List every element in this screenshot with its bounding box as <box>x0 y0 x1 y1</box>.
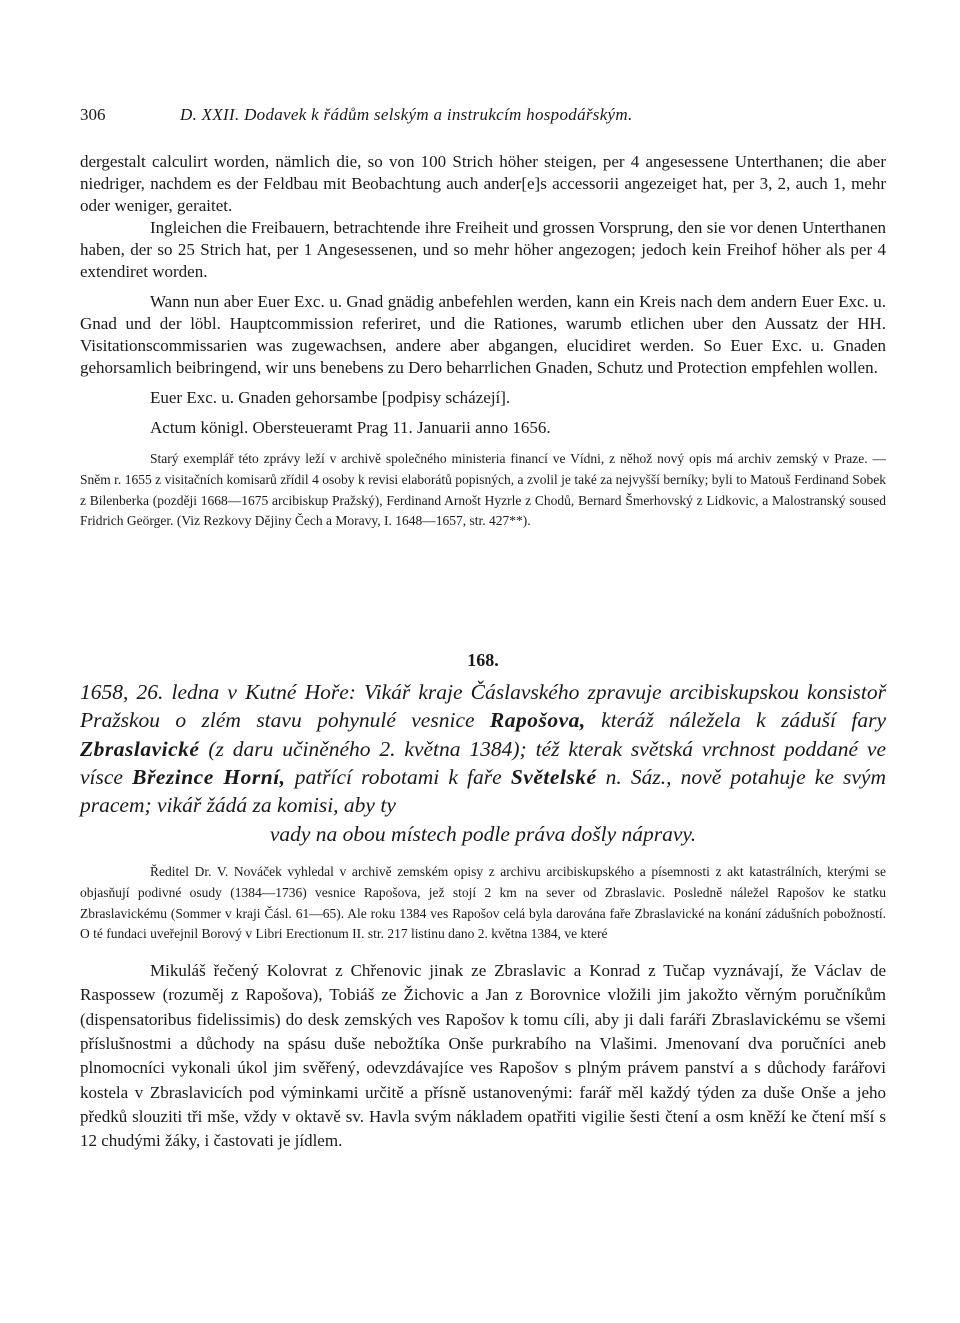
document-regest <box>80 678 886 848</box>
page-number: 306 <box>80 105 106 124</box>
regest-last-line: vady na obou místech podle práva došly nápravy. <box>269 821 697 846</box>
editorial-note: Starý exemplář této zprávy leží v archivě společného ministeria financí ve Vídni, z něhož nový opis má archiv zemský v Praze. — Sněm r. 1655 z visitačních komisarů zřídil 4 osoby k revisi elaborátů popisných, a zvolil je také za nejvyšší berníky; byli to Matouš Ferdinand Sobek z Bilenberka (později 1668—1675 arcibiskup Pražský), Ferdinand Arnošt Hyzrle z Chodů, Bernard Šmerhovský z Lidkovic, a Malostranský soused Fridrich Geörger. (Viz Rezkovy Dějiny Čech a Moravy, I. 1648—1657, str. 427**). <box>80 451 886 529</box>
regest-text: patřící robotami k faře <box>285 765 511 790</box>
editorial-note-2: Ředitel Dr. V. Nováček vyhledal v archivě zemském opisy z archivu arcibiskupského a písemnosti z akt katastrálních, kterými se objasňují podivné osudy (1384—1736) vesnice Rapošova, jež stojí 2 km na sever od Zbraslavic. Posledně náležel Rapošov ke statku Zbraslavickému (Sommer v kraji Čásl. 61—65). Ale roku 1384 ves Rapošov celá byla darována faře Zbraslavické na konání zádušních pobožností. O té fundaci uveřejnil Borový v Libri Erectionum II. str. 217 listinu dano 2. května 1384, ve které <box>80 863 886 942</box>
running-header <box>80 105 886 131</box>
paragraph-continuation: dergestalt calculirt worden, nämlich die, so von 100 Strich höher steigen, per 4 angesessene Unterthanen; die aber niedriger, nachdem es der Feldbau mit Beobachtung auch ander[e]s accessorii angezeiget hat, per 3, 2, auch 1, mehr oder weniger, geraitet. <box>80 152 886 215</box>
paragraph-request: Wann nun aber Euer Exc. u. Gnad gnädig anbefehlen werden, kann ein Kreis nach dem andern Euer Exc. u. Gnad und der löbl. Hauptcommission referiret, und die Rationes, warumb etlichen uber den Aussatz der HH. Visitationscommissarien was zugewachsen, andere aber abgangen, elucidiret werden. So Euer Exc. u. Gnaden gehorsamlich beibringend, wir uns benebens zu Dero beharrlichen Gnaden, Schutz und Protection empfehlen wollen. <box>80 292 886 377</box>
signature-line: Euer Exc. u. Gnaden gehorsambe [podpisy scházejí]. <box>150 388 511 407</box>
document-number: 168. <box>467 650 499 671</box>
regest-text: kteráž náležela k záduší fary <box>585 708 887 733</box>
page <box>80 105 886 1154</box>
regest-text: (z daru učiněného 2. května 1384); též kterak světská vrchnost poddané ve vísce <box>80 736 886 790</box>
running-title: D. XXII. Dodavek k řádům selským a instrukcím hospodářským. <box>180 105 633 124</box>
regest-text: n. Sáz., nově potahuje ke svým pracem; vikář žádá za komisi, aby ty <box>80 765 886 818</box>
regest-text: 1658, 26. ledna v Kutné Hoře: Vikář kraje Čáslavského zpravuje arcibiskupskou konsistoř Pražskou o zlém stavu pohynulé vesnice <box>80 680 886 733</box>
paragraph-freibauern: Ingleichen die Freibauern, betrachtende ihre Freiheit und grossen Vorsprung, den sie vor denen Unterthanen haben, der so 25 Strich hat, per 1 Angesessenen, und so mehr höher angezogen; jedoch kein Freihof höher als per 4 extendiret worden. <box>80 218 886 281</box>
paragraph-kolovrat: Mikuláš řečený Kolovrat z Chřenovic jinak ze Zbraslavic a Konrad z Tučap vyznávají, že Václav de Raspossew (rozuměj z Rapošova), Tobiáš ze Žichovic a Jan z Borovnice vložili jim jakožto věrným poručníkům (dispensatoribus fidelissimis) do desk zemských ves Rapošov k tomu cíli, aby ji dali faráři Zbraslavickému se všemi příslušnostmi a důchody na spásu duše nebožtíka Onše purkrabího na Vlašimi. Jmenovaní dva poručníci aneb plnomocníci vykonali úkol jim svěřený, odevzdávajíce ves Rapošov s plným právem panství a s důchody farářovi kostela v Zbraslavicích pod výminkami určitě a přísně ustanovenými: farář měl každý týden za duše Onše a jeho předků slouziti tři mše, vždy v oktavě sv. Havla svým nákladem opatřiti vigilie šesti čtení a osm kněží ke čtení mší s 12 chudými žáky, i častovati je jídlem. <box>80 961 886 1151</box>
place-name-svetla: Světelské <box>510 765 597 790</box>
dateline: Actum königl. Obersteueramt Prag 11. Januarii anno 1656. <box>150 418 551 437</box>
place-name-zbraslavice: Zbraslavické <box>80 736 200 761</box>
place-name-brezinka: Březince Horní, <box>132 765 286 790</box>
place-name-raposov: Rapošova, <box>489 708 586 733</box>
